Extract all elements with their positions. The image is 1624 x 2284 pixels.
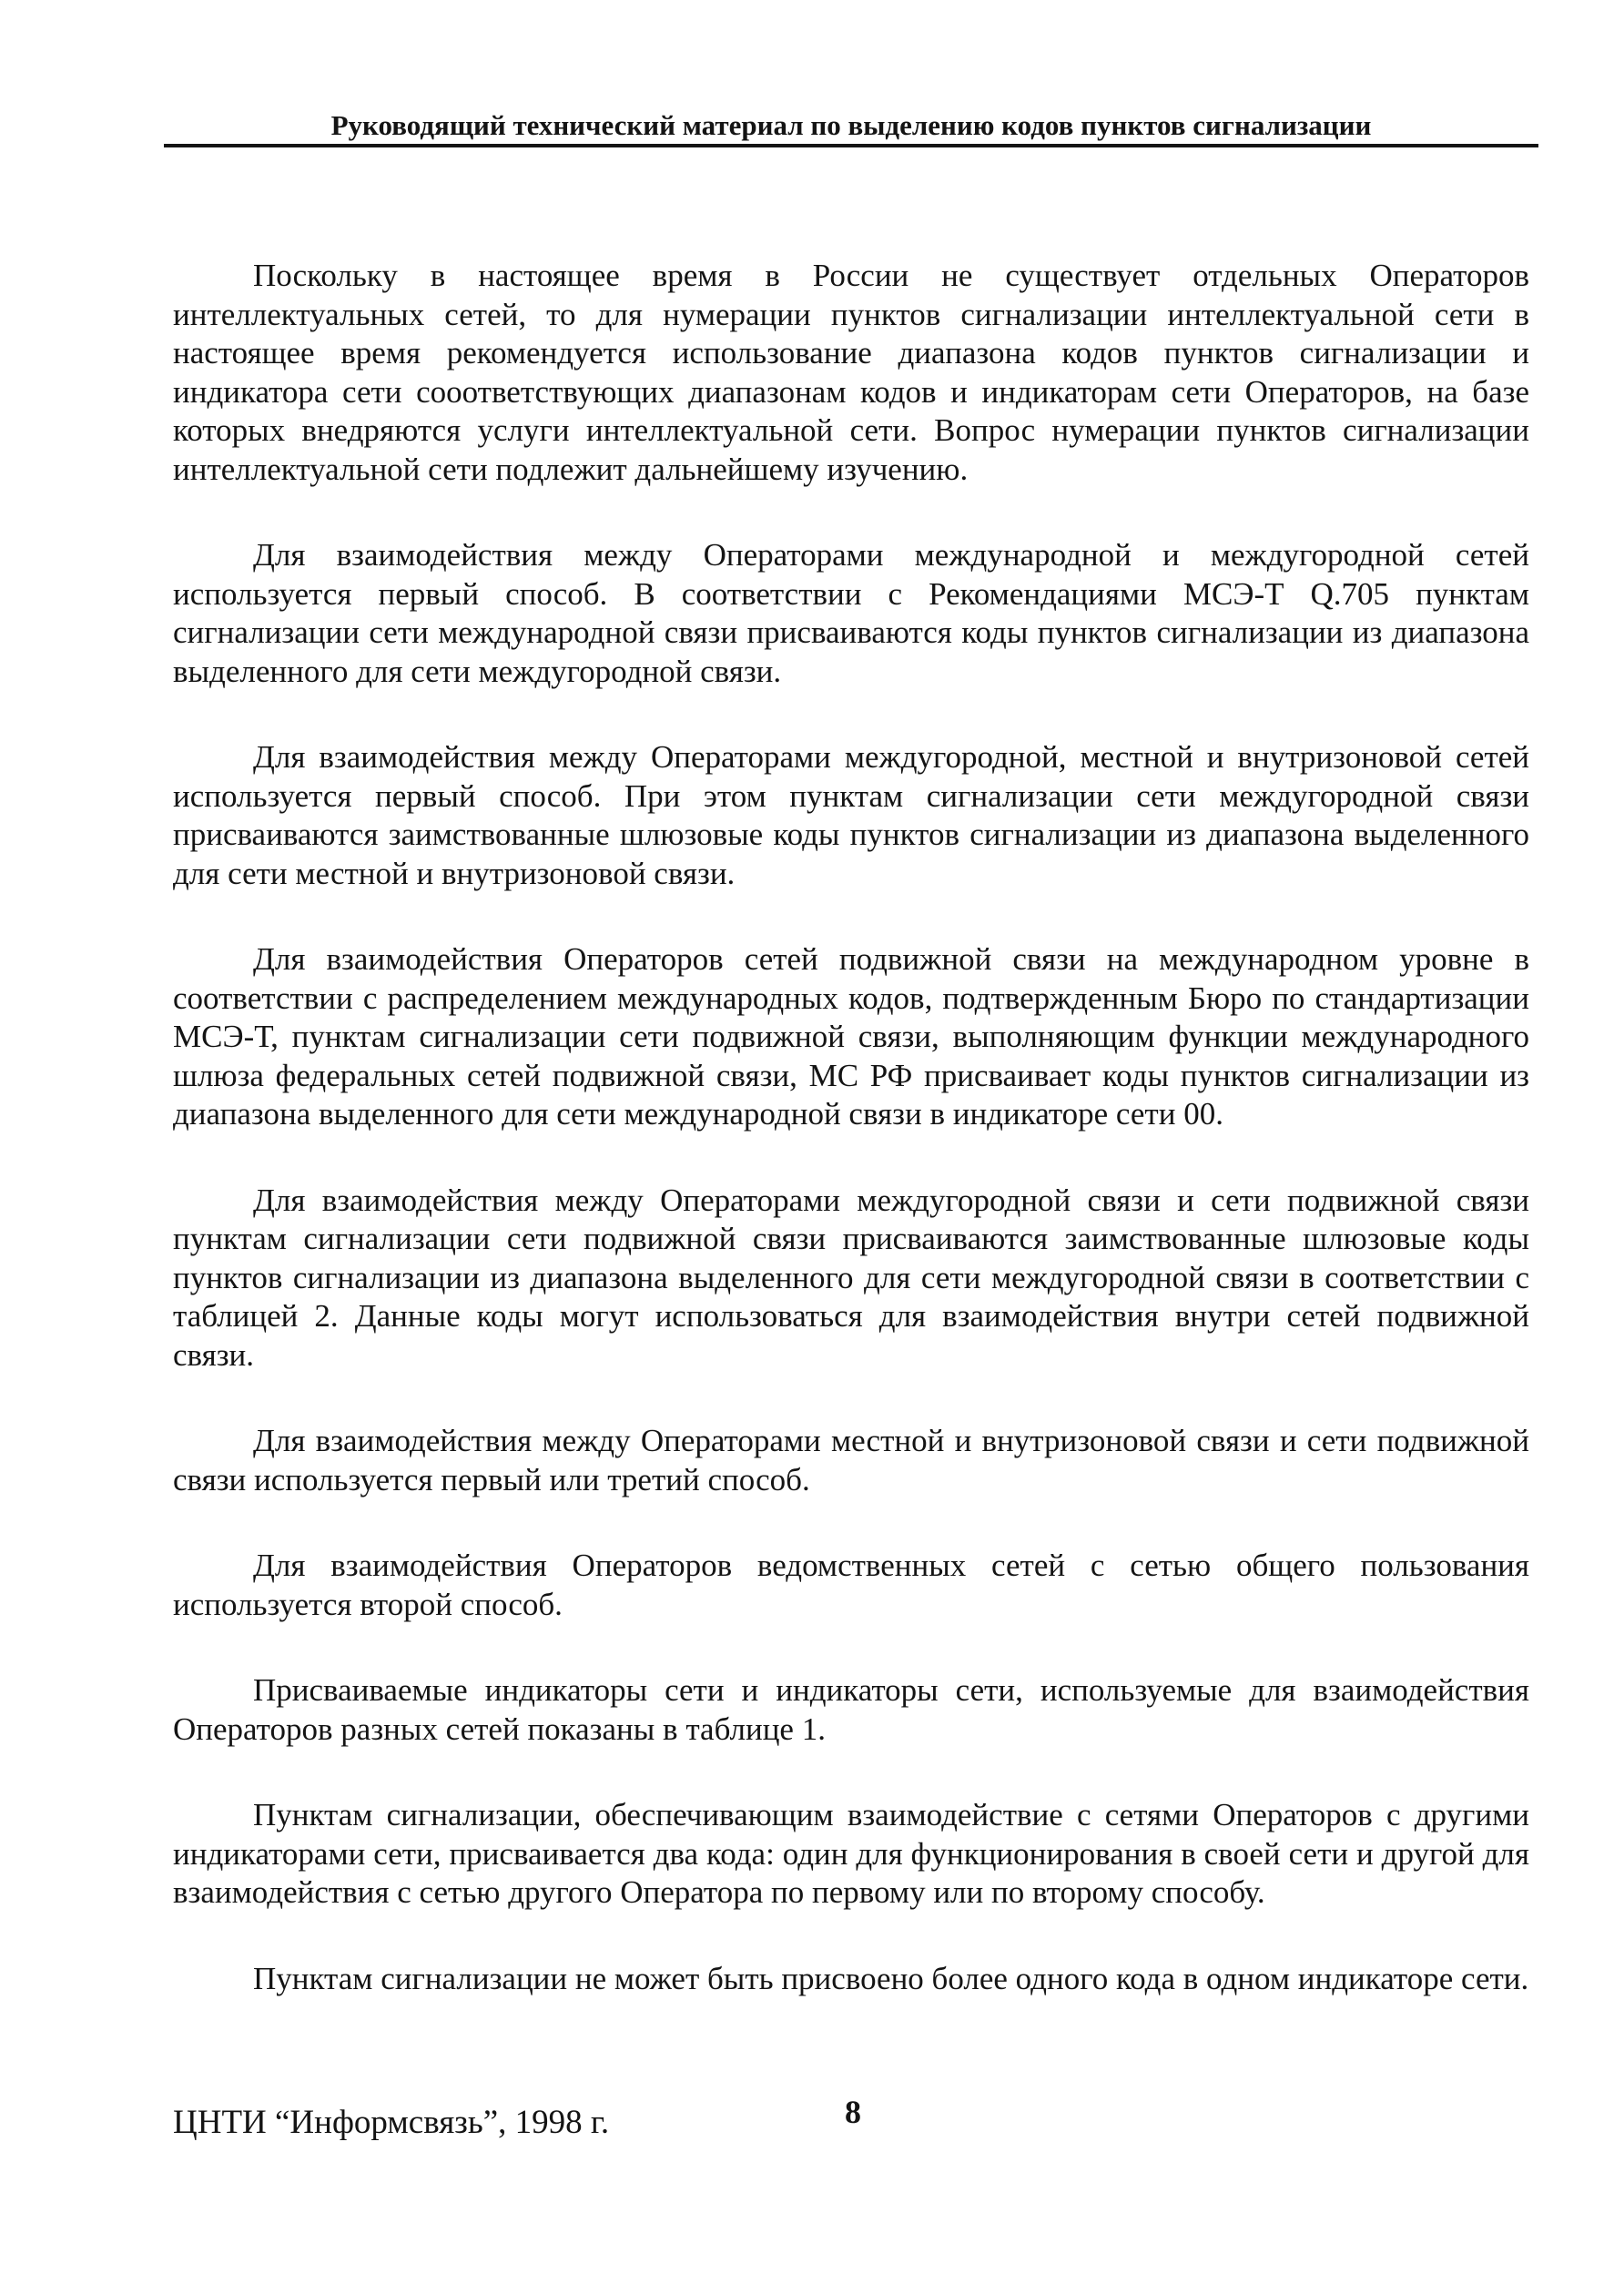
paragraph-5: Для взаимодействия между Операторами междугородной связи и сети подвижной связи пунктам сигнализации сети подвижной связи присваиваются заимствованные шлюзовые коды пунктов сигнализации из диапазона выделенного для сети междугородной связи в соответствии с таблицей 2. Данные коды могут использоваться для взаимодействия внутри сетей подвижной связи.: [173, 1182, 1529, 1373]
paragraph-10: Пунктам сигнализации не может быть присвоено более одного кода в одном индикаторе сети.: [253, 1960, 1529, 1996]
paragraph-9: Пунктам сигнализации, обеспечивающим взаимодействие с сетями Операторов с другими индикаторами сети, присваивается два кода: один для функционирования в своей сети и другой для взаимодействия с сетью другого Оператора по первому или по второму способу.: [173, 1797, 1529, 1910]
header-rule: [164, 144, 1538, 147]
paragraph-6: Для взаимодействия между Операторами местной и внутризоновой связи и сети подвижной связи используется первый или третий способ.: [173, 1423, 1529, 1497]
page-number: 8: [845, 2094, 861, 2130]
paragraph-2: Для взаимодействия между Операторами международной и междугородной сетей используется первый способ. В соответствии с Рекомендациями МСЭ-Т Q.705 пунктам сигнализации сети международной связи присваиваются коды пунктов сигнализации из диапазона выделенного для сети междугородной связи.: [173, 537, 1529, 689]
paragraph-4: Для взаимодействия Операторов сетей подвижной связи на международном уровне в соответствии с распределением международных кодов, подтвержденным Бюро по стандартизации МСЭ-Т, пунктам сигнализации сети подвижной связи, выполняющим функции международного шлюза федеральных сетей подвижной связи, МС РФ присваивает коды пунктов сигнализации из диапазона выделенного для сети международной связи в индикаторе сети 00.: [173, 941, 1529, 1132]
header-title: Руководящий технический материал по выделению кодов пунктов сигнализации: [330, 109, 1372, 141]
paragraph-3: Для взаимодействия между Операторами междугородной, местной и внутризоновой сетей используется первый способ. При этом пунктам сигнализации сети междугородной связи присваиваются заимствованные шлюзовые коды пунктов сигнализации из диапазона выделенного для сети местной и внутризоновой связи.: [173, 739, 1529, 891]
running-header: [164, 109, 1538, 146]
body-text: [173, 257, 1529, 2045]
footer-organization: ЦНТИ “Информсвязь”, 1998 г.: [173, 2104, 610, 2141]
paragraph-8: Присваиваемые индикаторы сети и индикаторы сети, используемые для взаимодействия Операторов разных сетей показаны в таблице 1.: [173, 1672, 1529, 1747]
paragraph-1: Поскольку в настоящее время в России не существует отдельных Операторов интеллектуальных сетей, то для нумерации пунктов сигнализации интеллектуальной сети в настоящее время рекомендуется использование диапазона кодов пунктов сигнализации и индикатора сети сооответствующих диапазонам кодов и индикаторам сети Операторов, на базе которых внедряются услуги интеллектуальной сети. Вопрос нумерации пунктов сигнализации интеллектуальной сети подлежит дальнейшему изучению.: [173, 258, 1529, 487]
paragraph-7: Для взаимодействия Операторов ведомственных сетей с сетью общего пользования используется второй способ.: [173, 1548, 1529, 1622]
